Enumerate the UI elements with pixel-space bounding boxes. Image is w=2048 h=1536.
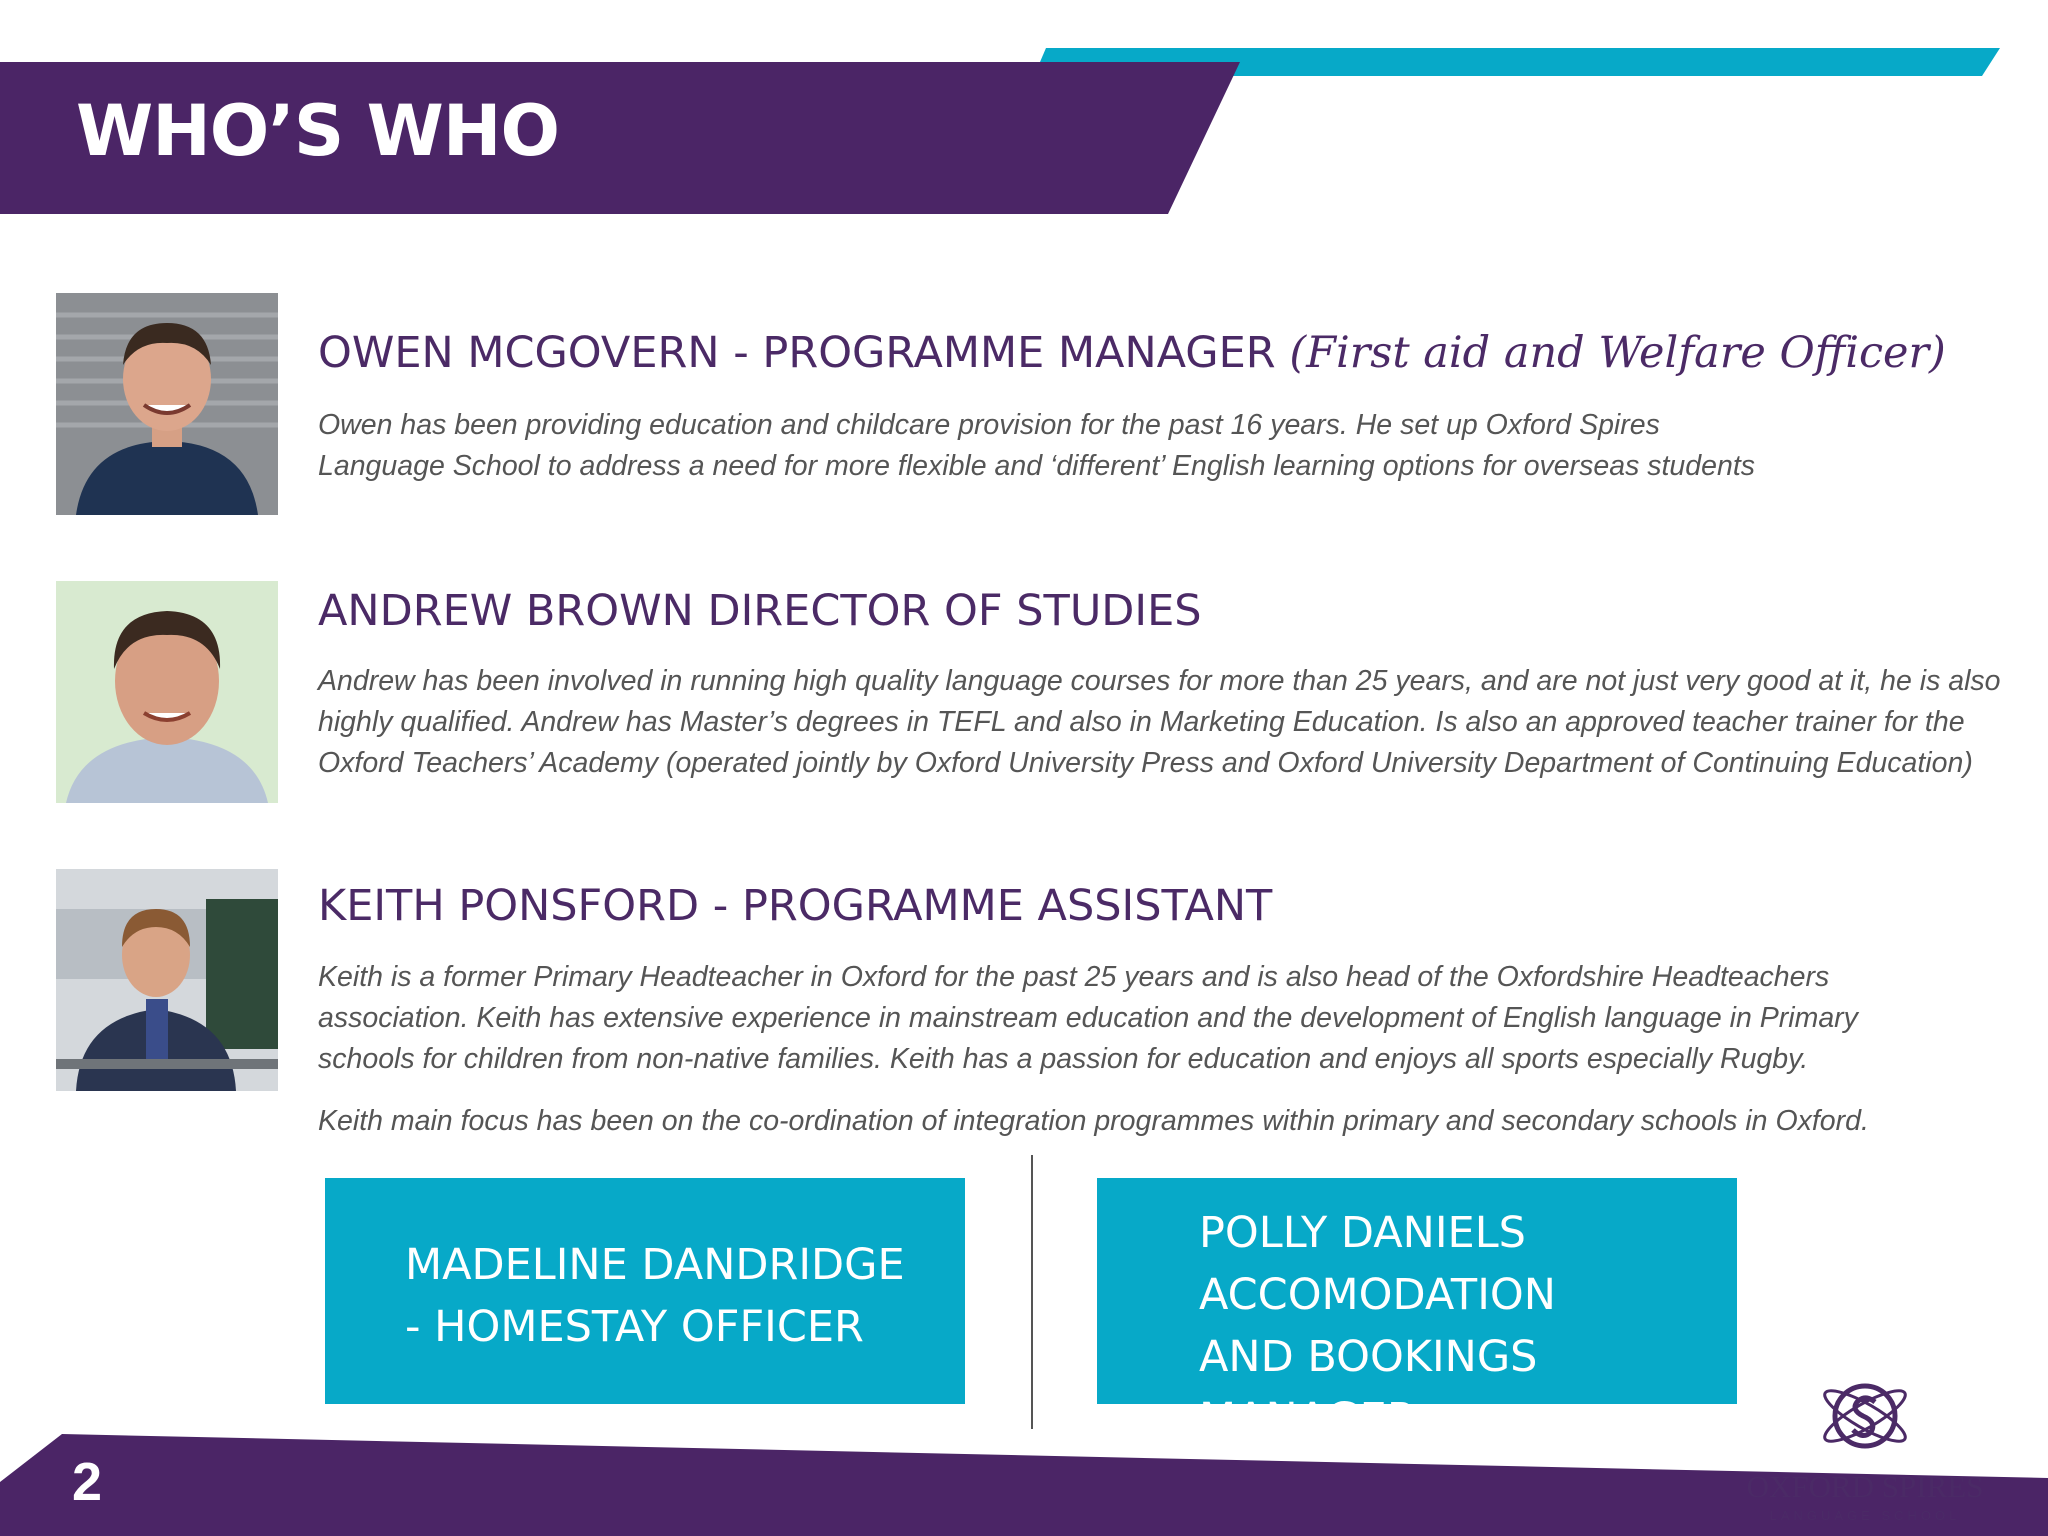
- os-monogram-icon: [1815, 1370, 1915, 1462]
- staff-name-text: KEITH PONSFORD - PROGRAMME ASSISTANT: [318, 881, 1273, 931]
- logo-name: OXFORD SPIRES: [1746, 1469, 1984, 1504]
- divider: [1031, 1155, 1033, 1429]
- staff-box-label: MADELINE DANDRIDGE - HOMESTAY OFFICER: [405, 1240, 905, 1352]
- avatar-owen-mcgovern: [56, 293, 278, 515]
- staff-name-owen: [318, 330, 1946, 377]
- avatar-andrew-brown: [56, 581, 278, 803]
- staff-box-label: POLLY DANIELS ACCOMODATION AND BOOKINGS MANAGER: [1199, 1208, 1556, 1444]
- page-title: WHO’S WHO: [76, 90, 559, 172]
- bio-paragraph: Keith main focus has been on the co-ordination of integration programmes within primary and secondary schools in Oxford.: [318, 1105, 1869, 1137]
- staff-box-polly: [1097, 1178, 1737, 1444]
- logo-subtitle: LANGUAGE SCHOOL: [1769, 1508, 1961, 1523]
- staff-bio-owen: [318, 405, 1758, 487]
- avatar-keith-ponsford: [56, 869, 278, 1091]
- staff-box-madeline: [325, 1178, 965, 1404]
- staff-name-keith: [318, 883, 1272, 930]
- bio-paragraph: Andrew has been involved in running high quality language courses for more than 25 years, and are not just very good at it, he is also highly qualified. Andrew has Master’s degrees in TEFL and also in Marketing Education. Is also an approved teacher trainer for the Oxford Teachers’ Academy (operated jointly by Oxford University Press and Oxford University Department of Continuing Education): [318, 665, 2001, 779]
- page-number: 2: [72, 1452, 103, 1512]
- school-logo: [1740, 1370, 1990, 1523]
- staff-bio-andrew: [318, 661, 2018, 784]
- staff-name-andrew: [318, 588, 1202, 635]
- staff-name-text: OWEN MCGOVERN - PROGRAMME MANAGER: [318, 328, 1276, 378]
- bio-paragraph: Keith is a former Primary Headteacher in Oxford for the past 25 years and is also head of the Oxfordshire Headteachers association. Keith has extensive experience in mainstream education and the development of English language in Primary schools for children from non-native families. Keith has a passion for education and enjoys all sports especially Rugby.: [318, 961, 1858, 1075]
- bio-paragraph: Owen has been providing education and childcare provision for the past 16 years. He set up Oxford Spires Language School to address a need for more flexible and ‘different’ English learning options for overseas students: [318, 409, 1755, 482]
- staff-name-text: ANDREW BROWN DIRECTOR OF STUDIES: [318, 586, 1202, 636]
- staff-bio-keith: [318, 957, 1878, 1080]
- staff-role-note: (First aid and Welfare Officer): [1289, 328, 1946, 378]
- staff-bio-keith-focus: [318, 1101, 1878, 1142]
